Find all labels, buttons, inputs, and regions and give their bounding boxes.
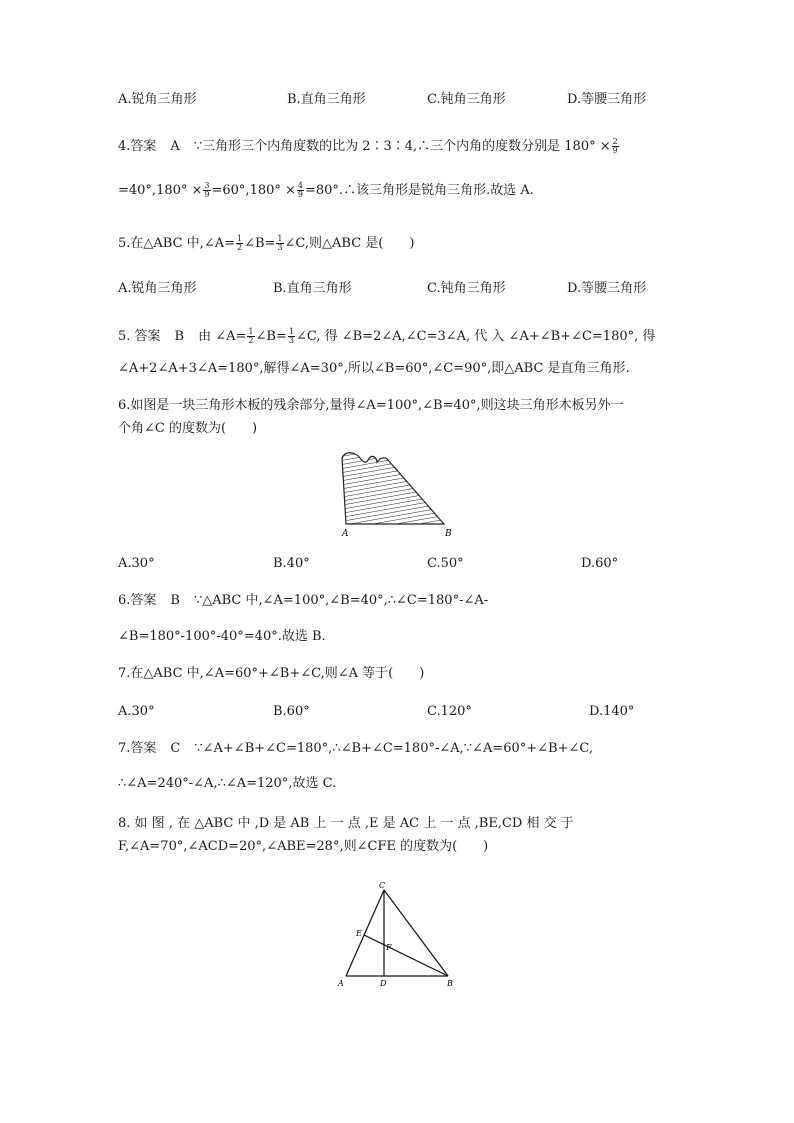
segment-be <box>364 935 448 976</box>
question-5-text-a: 5.在△ABC 中,∠A= <box>118 236 235 251</box>
fraction: $\frac{1}{2}$ <box>236 234 243 252</box>
q6-option-a: A.30° <box>118 556 155 571</box>
vertex-c-label: C <box>379 881 386 890</box>
point-e-label: E <box>356 929 362 938</box>
vertex-b-label: B <box>447 979 453 988</box>
q3-option-c: C.钝角三角形 <box>427 92 506 107</box>
answer-7-prefix: 7.答案 <box>118 741 157 756</box>
vertex-a-label: A <box>342 529 349 538</box>
question-6-line-1: 6.如图是一块三角形木板的残余部分,量得∠A=100°,∠B=40°,则这块三角形木板另外一 <box>118 398 624 413</box>
answer-6-line-1 <box>118 592 488 610</box>
answer-4-prefix: 4.答案 <box>118 139 157 154</box>
answer-7-letter: C <box>170 741 181 756</box>
point-f-label: F <box>386 943 392 952</box>
answer-5-text-a: 由 ∠A= <box>198 329 247 344</box>
answer-5-line-1 <box>118 328 655 346</box>
q5-option-c: C.钝角三角形 <box>427 281 506 296</box>
q7-option-d: D.140° <box>589 704 635 719</box>
answer-5-prefix: 5. 答案 <box>118 329 161 344</box>
q3-option-d: D.等腰三角形 <box>567 92 647 107</box>
question-6-line-2: 个角∠C 的度数为( ) <box>118 421 258 436</box>
answer-5-letter: B <box>174 329 185 344</box>
q7-option-b: B.60° <box>273 704 310 719</box>
figure-6-remnant-board <box>330 446 460 538</box>
q7-option-a: A.30° <box>118 704 155 719</box>
question-7: 7.在△ABC 中,∠A=60°+∠B+∠C,则∠A 等于( ) <box>118 666 425 681</box>
fraction: $\frac{1}{3}$ <box>277 234 283 252</box>
answer-5-text-c: ∠C, 得 ∠B=2∠A,∠C=3∠A, 代 入 ∠A+∠B+∠C=180°, 得 <box>295 329 656 344</box>
fraction: $\frac{1}{3}$ <box>288 327 294 345</box>
remnant-shape <box>342 453 444 524</box>
vertex-a-label: A <box>338 979 344 988</box>
fraction: $\frac{1}{2}$ <box>248 327 254 345</box>
answer-6-letter: B <box>170 593 180 608</box>
answer-7-line-2: ∴∠A=240°-∠A,∴∠A=120°,故选 C. <box>118 776 337 791</box>
question-5 <box>118 235 414 253</box>
question-5-text-c: ∠C,则△ABC 是( ) <box>284 236 415 251</box>
answer-4-line-1 <box>118 138 620 156</box>
q7-option-c: C.120° <box>427 704 472 719</box>
answer-6-text: ∵△ABC 中,∠A=100°,∠B=40°,∴∠C=180°-∠A- <box>193 593 489 608</box>
answer-6-prefix: 6.答案 <box>118 593 157 608</box>
answer-4-text-c: =80°.∴该三角形是锐角三角形.故选 A. <box>305 183 534 198</box>
answer-4-text-a: =40°,180° × <box>118 183 203 198</box>
fraction: $\frac{4}{9}$ <box>297 181 303 199</box>
q3-option-b: B.直角三角形 <box>287 92 366 107</box>
q5-option-b: B.直角三角形 <box>273 281 352 296</box>
fraction: $\frac{2}{9}$ <box>612 137 618 155</box>
side-ac <box>346 890 384 976</box>
answer-4-line-2 <box>118 182 534 200</box>
figure-8-triangle-abc <box>330 878 466 990</box>
answer-5-line-2: ∠A+2∠A+3∠A=180°,解得∠A=30°,所以∠B=60°,∠C=90°,即△ABC 是直角三角形. <box>118 361 630 376</box>
answer-4-text-b: =60°,180° × <box>211 183 296 198</box>
side-bc <box>384 890 448 976</box>
point-d-label: D <box>380 979 387 988</box>
fraction: $\frac{3}{9}$ <box>204 181 210 199</box>
answer-6-line-2: ∠B=180°-100°-40°=40°.故选 B. <box>118 629 326 644</box>
q6-option-d: D.60° <box>581 556 619 571</box>
answer-5-text-b: ∠B= <box>255 329 287 344</box>
q5-option-a: A.锐角三角形 <box>118 281 197 296</box>
answer-4-letter: A <box>170 139 180 154</box>
q6-option-c: C.50° <box>427 556 464 571</box>
q5-option-d: D.等腰三角形 <box>567 281 647 296</box>
answer-7-line-1 <box>118 740 593 758</box>
q6-option-b: B.40° <box>273 556 310 571</box>
question-8-line-1: 8. 如 图 , 在 △ABC 中 ,D 是 AB 上 一 点 ,E 是 AC 上 一 点 ,BE,CD 相 交 于 <box>118 816 574 831</box>
q3-option-a: A.锐角三角形 <box>118 92 197 107</box>
question-8-line-2: F,∠A=70°,∠ACD=20°,∠ABE=28°,则∠CFE 的度数为( ) <box>118 839 489 854</box>
answer-4-text: ∵三角形三个内角度数的比为 2∶3∶4,∴三个内角的度数分别是 180° × <box>193 139 611 154</box>
answer-7-text: ∵∠A+∠B+∠C=180°,∴∠B+∠C=180°-∠A,∵∠A=60°+∠B+∠C, <box>194 741 594 756</box>
vertex-b-label: B <box>445 529 452 538</box>
question-5-text-b: ∠B= <box>244 236 276 251</box>
